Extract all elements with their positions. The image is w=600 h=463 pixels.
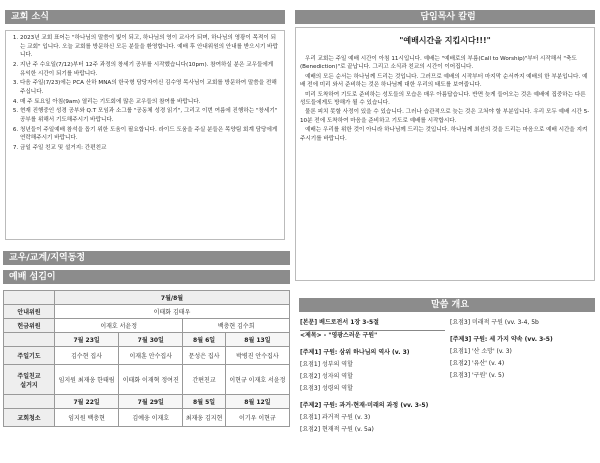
sermon-point: [요점1] 과거적 구원 (v. 3) xyxy=(300,414,371,421)
news-item: 6. 청년들이 주일예배 참석을 돕기 위한 도움이 필요합니다. 라이드 도움을 주실 분들은 목양팀 회계 담당에게 연락해주시기 바랍니다. xyxy=(20,126,279,143)
sermon-header: 말씀 개요 xyxy=(299,298,595,312)
sermon-point: [요점2] 성자의 역할 xyxy=(300,373,353,380)
news-header: 교회 소식 xyxy=(5,10,285,24)
news-item: 4. 매 주 토요일 아침(9am) 열리는 기도회에 많은 교우들의 참여를 바랍니다. xyxy=(20,98,279,107)
schedule-cell: 백충현 김수희 xyxy=(183,319,290,333)
schedule-corner xyxy=(4,395,55,409)
news-box xyxy=(5,30,285,240)
sermon-point: [요점3] 미래적 구원 (vv. 3-4, 5b xyxy=(450,319,539,326)
schedule-cell: 이재호 서윤정 xyxy=(55,319,183,333)
sermon-point: [요점3] '구원' (v. 5) xyxy=(450,372,505,379)
news-item: 7. 금일 주일 친교 및 설거지: 간편친교 xyxy=(20,144,279,153)
sermon-theme: [주제3] 구원: 세 가지 약속 (vv. 3-5) xyxy=(450,336,553,343)
schedule-date: 7월 29일 xyxy=(119,395,183,409)
schedule-corner xyxy=(4,291,55,305)
schedule-cell: 최재웅 김지현 xyxy=(183,409,225,427)
sermon-theme: [주제2] 구원: 과거·현재·미래의 과정 (vv. 3-5) xyxy=(300,402,429,409)
schedule-cell: 김수현 집사 xyxy=(55,347,119,365)
schedule-date: 8월 5일 xyxy=(183,395,225,409)
schedule-cell: 박병진 안수집사 xyxy=(225,347,289,365)
schedule-label: 헌금위원 xyxy=(4,319,55,333)
schedule-label: 교회청소 xyxy=(4,409,55,427)
schedule-corner xyxy=(4,333,55,347)
sermon-point: [요점3] 성령의 역할 xyxy=(300,385,353,392)
column-body xyxy=(300,55,590,144)
schedule-table xyxy=(3,290,290,427)
sermon-theme: [주제1] 구원: 삼위 하나님의 역사 (v. 3) xyxy=(300,349,410,356)
sermon-point: [요점2] '유산' (v. 4) xyxy=(450,360,505,367)
schedule-cell: 간편친교 xyxy=(183,365,225,395)
schedule-date: 8월 6일 xyxy=(183,333,225,347)
schedule-date: 8월 13일 xyxy=(225,333,289,347)
schedule-cell: 김예웅 이재호 xyxy=(119,409,183,427)
schedule-cell: 임지원 최재웅 한태림 xyxy=(55,365,119,395)
schedule-cell: 이현규 이재호 서윤정 xyxy=(225,365,289,395)
news-item: 5. 현재 진행중인 성경 공부와 Q.T 모임과 소그룹 "공동체 성경 읽기", 그리고 이번 여름에 진행하는 "창세기" 공부를 위해서 기도해주시기 바랍니다. xyxy=(20,107,279,124)
mission-header: 교우/교계/지역동정 xyxy=(3,251,290,265)
sermon-point: [요점1] '산 소망' (v. 3) xyxy=(450,348,512,355)
news-item: 3. 다음 주일(7/23)에는 PCA 산하 MNA의 한국형 담당자이신 김수영 목사님이 교회를 방문하여 말씀을 전해주십니다. xyxy=(20,79,279,96)
news-item: 1. 2023년 교회 표어는 "하나님의 말씀이 빛이 되고, 하나님의 영이 교사가 되며, 하나님의 영광이 목적이 되는 교회" 입니다. 오늘 교회를 방문하신 모든 분들을 환영합니다. 예배 후 안내위원의 안내를 받으시기 바랍니다. xyxy=(20,34,279,60)
schedule-cell: 문성은 집사 xyxy=(183,347,225,365)
schedule-cell: 이태화 이재혁 정여진 xyxy=(119,365,183,395)
schedule-date: 7월 30일 xyxy=(119,333,183,347)
schedule-cell: 임지원 백충현 xyxy=(55,409,119,427)
schedule-date: 7월 22일 xyxy=(55,395,119,409)
schedule-cell: 이재훈 안수집사 xyxy=(119,347,183,365)
sermon-point: [요점2] 현재적 구원 (v. 5a) xyxy=(300,426,374,433)
schedule-label: 주일기도 xyxy=(4,347,55,365)
column-paragraph: 예배는 우리를 위한 것이 아니라 하나님께 드리는 것입니다. 하나님께 최선의 것을 드리는 마음으로 예배 시간을 지켜주시기를 바랍니다. xyxy=(300,127,588,142)
schedule-header: 예배 섬김이 xyxy=(3,270,290,284)
column-headline: "예배시간을 지킵시다!!!" xyxy=(399,36,491,45)
sermon-main: [본문] 베드로전서 1장 3-5절 xyxy=(300,319,379,326)
column-paragraph: 미리 도착하여 기도로 준비하는 성도들의 모습은 매우 아름답습니다. 반면 늦게 들어오는 것은 예배에 집중하는 다른 성도들에게도 방해가 될 수 있습니다. xyxy=(300,91,586,106)
schedule-date: 8월 12일 xyxy=(225,395,289,409)
schedule-label: 안내위원 xyxy=(4,305,55,319)
schedule-date: 7월 23일 xyxy=(55,333,119,347)
sermon-subtitle: <제목> - "영광스러운 구원" xyxy=(300,330,445,340)
schedule-label: 주일친교 설거지 xyxy=(4,365,55,395)
column-paragraph: 물론 피치 못할 사정이 있을 수 있습니다. 그러나 습관적으로 늦는 것은 고쳐야 할 부분입니다. 우리 모두 예배 시간 5-10분 전에 도착하여 마음을 준비하고 기도로 예배를 시작합시다. xyxy=(300,109,590,124)
schedule-cell: 이기우 이현규 xyxy=(225,409,289,427)
news-item: 2. 지난 주 수요일(7/12)부터 12주 과정의 창세기 공부를 시작했습니다(10pm). 참여하실 분은 교우들에게 유익한 시간이 되기를 바랍니다. xyxy=(20,61,279,78)
sermon-point: [요점1] 성부의 역할 xyxy=(300,361,353,368)
column-header: 담임목사 칼럼 xyxy=(295,10,595,24)
sermon-left xyxy=(300,318,445,437)
schedule-month: 7월/8월 xyxy=(55,291,290,305)
column-paragraph: 우리 교회는 주일 예배 시간이 아침 11시입니다. 예배는 "예배로의 부름(Call to Worship)"부터 시작해서 "축도(Benediction)"로 끝납니다. 그리고 소식과 친교의 시간이 이어집니다. xyxy=(300,56,577,71)
schedule-cell: 이태화 김태우 xyxy=(55,305,290,319)
sermon-right xyxy=(450,318,595,383)
column-paragraph: 예배의 모든 순서는 하나님께 드리는 것입니다. 그러므로 예배의 시작부터 마지막 순서까지 예배의 한 부분입니다. 예배 전에 미리 와서 준비하는 것은 하나님께 대한 우리의 태도를 보여줍니다. xyxy=(300,73,588,89)
news-list xyxy=(6,31,284,153)
